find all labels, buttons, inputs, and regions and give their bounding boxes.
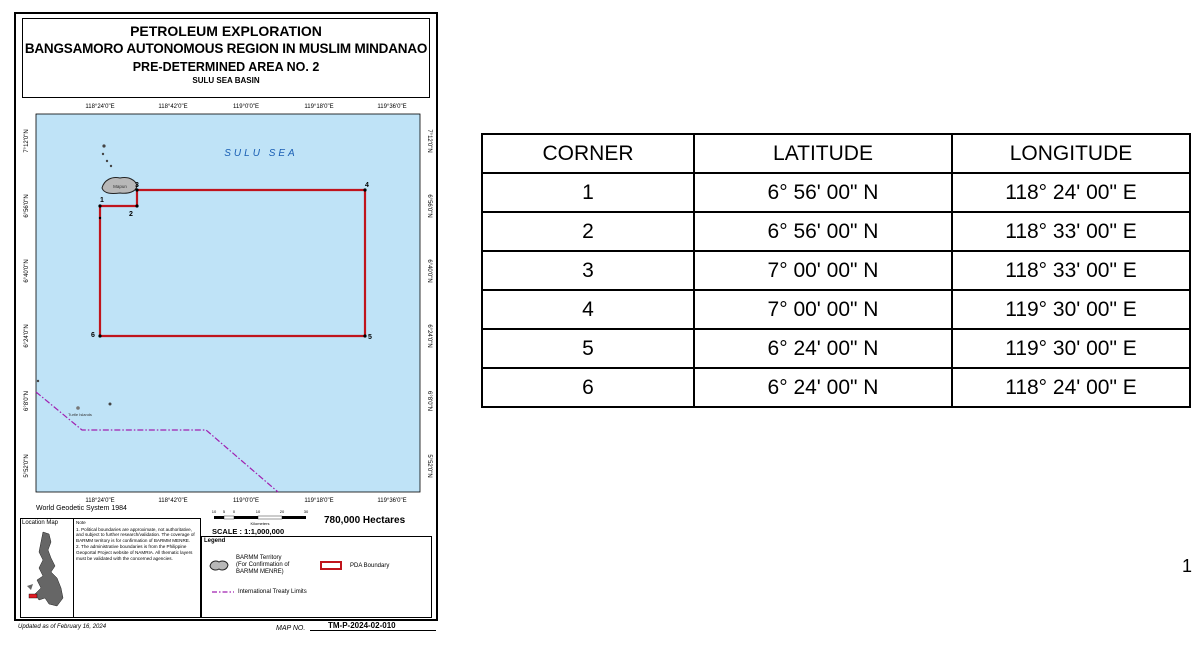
sea-label: SULU SEA [224,148,298,159]
scale-bar-graphic [206,508,326,528]
table-row [482,212,1190,251]
left-tick-label: 7°12'0"N [24,129,30,153]
inset-title: Location Map [22,520,59,526]
longitude-cell: 118° 24' 00" E [952,368,1190,407]
barmm-territory-symbol [208,559,230,573]
map-title-line-2: BANGSAMORO AUTONOMOUS REGION IN MUSLIM MINDANAO [24,41,428,56]
corner-label: 3 [135,182,139,189]
location-map-inset [20,518,74,618]
scale-tick: 0 [232,509,236,514]
top-tick-label: 119°0'0"E [233,104,259,110]
bottom-tick-label: 118°42'0"E [158,498,188,504]
datum-label: World Geodetic System 1984 [36,505,127,512]
map-title-line-3: PRE-DETERMINED AREA NO. 2 [132,60,320,74]
area-hectares: 780,000 Hectares [324,515,406,526]
corner-cell: 4 [482,290,694,329]
pda-boundary-symbol [320,561,342,570]
right-tick-label: 6°24'0"N [426,324,432,348]
corner-cell: 1 [482,173,694,212]
header-corner: CORNER [482,134,694,173]
right-tick-label: 6°40'0"N [426,259,432,283]
header-latitude: LATITUDE [694,134,952,173]
corner-label: 2 [129,211,133,218]
islet [76,406,80,410]
map-number-label: MAP NO. [276,625,306,632]
map-sheet [14,12,438,621]
latitude-cell: 6° 24' 00" N [694,329,952,368]
map-frame [16,96,436,506]
map-notes [73,518,201,618]
latitude-cell: 6° 24' 00" N [694,368,952,407]
top-tick-label: 119°18'0"E [304,104,334,110]
longitude-cell: 118° 33' 00" E [952,251,1190,290]
corner-label: 4 [365,182,369,189]
map-title-block [22,18,430,98]
corner-cell: 2 [482,212,694,251]
corner-coordinates-table [481,133,1191,408]
islet [109,403,112,406]
bottom-tick-label: 119°36'0"E [377,498,407,504]
sea-area [36,114,420,492]
map-title-line-4: SULU SEA BASIN [192,76,260,85]
islet [102,144,105,147]
islet [102,153,104,155]
corner-label: 1 [100,197,104,204]
table-row [482,251,1190,290]
latitude-cell: 7° 00' 00" N [694,251,952,290]
note-line: 1. Political boundaries are approximate, not authoritative, and subject to further research/validation. The coverage of BARMM territory is for confirmation of BARMM MENRE. [76,526,195,543]
longitude-cell: 118° 24' 00" E [952,173,1190,212]
scale-text: SCALE : 1:1,000,000 [212,527,285,536]
longitude-cell: 119° 30' 00" E [952,290,1190,329]
corner-label: 6 [91,332,95,339]
corner-cell: 3 [482,251,694,290]
top-tick-label: 118°24'0"E [85,104,115,110]
table-row [482,329,1190,368]
corner-cell: 6 [482,368,694,407]
latitude-cell: 6° 56' 00" N [694,212,952,251]
note-title: Note [76,520,86,525]
left-tick-label: 5°52'0"N [24,454,30,478]
scale-unit: Kilometers [250,521,270,526]
corner-cell: 5 [482,329,694,368]
latitude-cell: 6° 56' 00" N [694,173,952,212]
islet [110,165,112,167]
top-tick-label: 118°42'0"E [158,104,188,110]
right-tick-label: 6°56'0"N [426,194,432,218]
table-row [482,368,1190,407]
island-label: Turtle Islands [68,412,92,417]
treaty-limit-symbol [212,589,234,595]
left-tick-label: 6°56'0"N [24,194,30,218]
longitude-cell: 118° 33' 00" E [952,212,1190,251]
islet [37,380,39,382]
scale-tick: 10 [255,509,261,514]
philippines-silhouette [21,528,73,618]
page-number: 1 [1182,556,1193,576]
right-tick-label: 6°8'0"N [426,390,432,412]
table-row [482,173,1190,212]
scale-tick: 30 [303,509,309,514]
island-label: Mapun [113,184,127,189]
map-number: TM-P-2024-02-010 [310,621,436,631]
table-header-row [482,134,1190,173]
updated-date: Updated as of February 16, 2024 [18,624,107,630]
left-tick-label: 6°8'0"N [24,390,30,412]
map-legend [201,536,432,618]
scale-tick: 20 [279,509,285,514]
top-tick-label: 119°36'0"E [377,104,407,110]
longitude-cell: 119° 30' 00" E [952,329,1190,368]
bottom-tick-label: 119°18'0"E [304,498,334,504]
scale-tick: 5 [222,509,226,514]
table-row [482,290,1190,329]
bottom-tick-label: 118°24'0"E [85,498,115,504]
left-tick-label: 6°24'0"N [24,324,30,348]
header-longitude: LONGITUDE [952,134,1190,173]
right-tick-label: 7°12'0"N [426,129,432,153]
legend-barmm-label: BARMM Territory (For Confirmation of BARMM MENRE) [236,555,290,575]
legend-title: Legend [204,538,226,544]
scale-tick: 10 [211,509,217,514]
left-tick-label: 6°40'0"N [24,259,30,283]
right-tick-label: 5°52'0"N [426,454,432,478]
bottom-tick-label: 119°0'0"E [233,498,259,504]
islet [106,160,108,162]
map-title-line-1: PETROLEUM EXPLORATION [130,23,322,39]
legend-pda-label: PDA Boundary [350,563,390,569]
legend-treaty-label: International Treaty Limits [238,589,307,595]
corner-label: 5 [368,334,372,341]
note-line: 2. The administrative boundaries is from the Philippine Geoportal Project website of NAMRIA. All thematic layers must be validated with the concerned agencies. [76,544,193,561]
scale-bar [206,508,326,538]
latitude-cell: 7° 00' 00" N [694,290,952,329]
